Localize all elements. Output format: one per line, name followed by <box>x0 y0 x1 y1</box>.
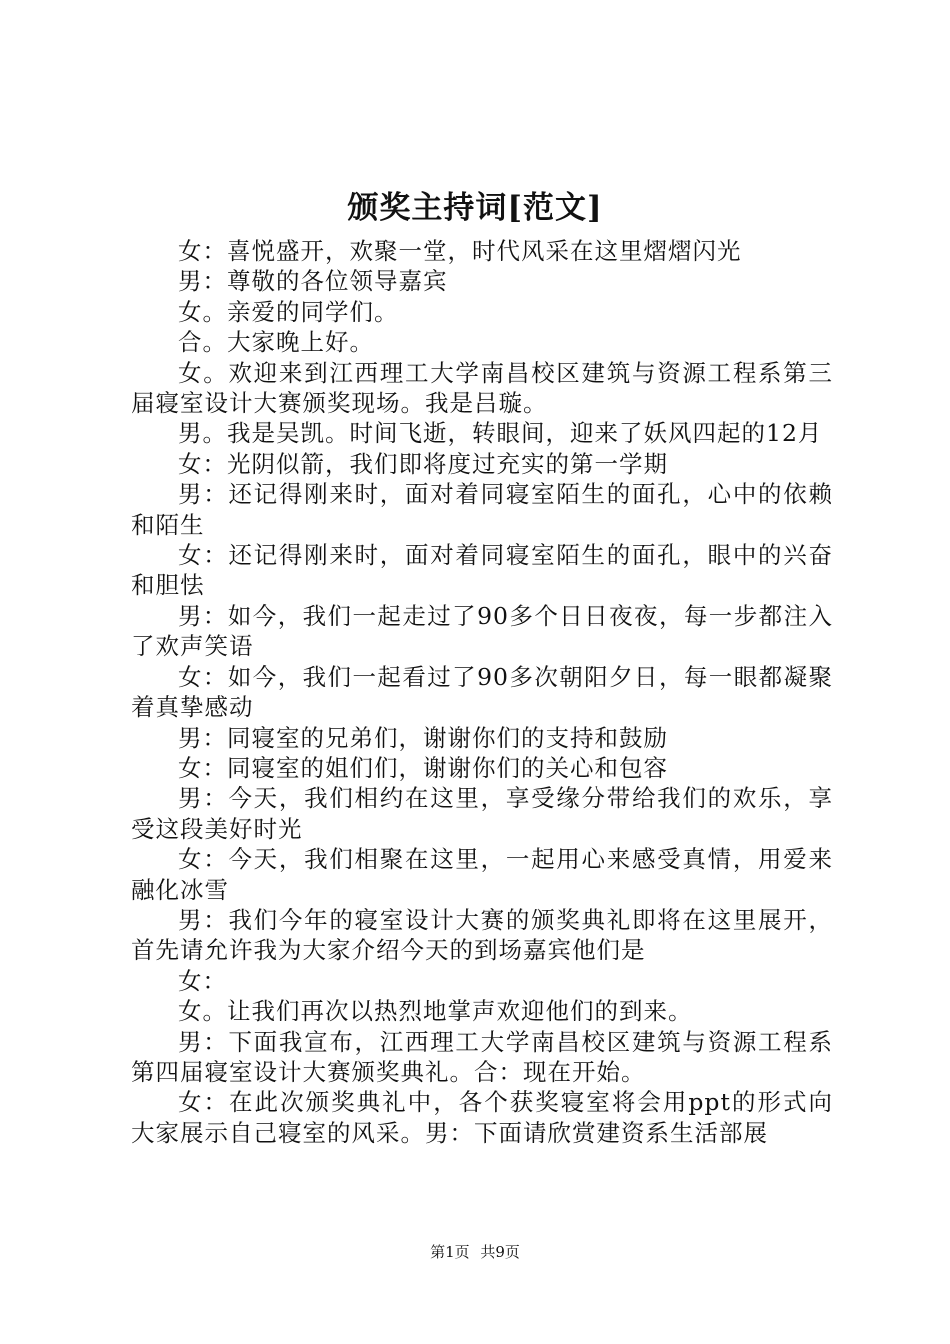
paragraph: 男：尊敬的各位领导嘉宾 <box>178 267 448 296</box>
paragraph: 女。亲爱的同学们。 <box>178 297 399 326</box>
paragraph: 女： <box>178 966 227 995</box>
paragraph: 女。让我们再次以热烈地掌声欢迎他们的到来。 <box>178 997 693 1026</box>
paragraph: 女：如今，我们一起看过了90多次朝阳夕日，每一眼都凝聚着真挚感动 <box>131 662 833 722</box>
document-body <box>131 236 833 1148</box>
paragraph: 男：我们今年的寝室设计大赛的颁奖典礼即将在这里展开，首先请允许我为大家介绍今天的到场嘉宾他们是 <box>131 905 833 965</box>
paragraph: 男：如今，我们一起走过了90多个日日夜夜，每一步都注入了欢声笑语 <box>131 601 833 661</box>
paragraph: 男。我是吴凯。时间飞逝，转眼间，迎来了妖风四起的12月 <box>178 419 823 448</box>
paragraph: 合。大家晚上好。 <box>178 328 374 357</box>
paragraph: 女：今天，我们相聚在这里，一起用心来感受真情，用爱来融化冰雪 <box>131 845 833 904</box>
paragraph: 女。欢迎来到江西理工大学南昌校区建筑与资源工程系第三届寝室设计大赛颁奖现场。我是吕璇。 <box>131 358 833 418</box>
paragraph: 男：还记得刚来时，面对着同寝室陌生的面孔，心中的依赖和陌生 <box>131 480 833 539</box>
paragraph: 男：下面我宣布，江西理工大学南昌校区建筑与资源工程系第四届寝室设计大赛颁奖典礼。合：现在开始。 <box>131 1027 833 1086</box>
paragraph: 女：还记得刚来时，面对着同寝室陌生的面孔，眼中的兴奋和胆怯 <box>131 541 833 600</box>
paragraph: 女：光阴似箭，我们即将度过充实的第一学期 <box>178 449 668 478</box>
page-footer <box>0 1242 950 1262</box>
paragraph: 男：同寝室的兄弟们，谢谢你们的支持和鼓励 <box>178 723 668 752</box>
page-number: 第1页 <box>430 1243 470 1261</box>
paragraph: 女：喜悦盛开，欢聚一堂，时代风采在这里熠熠闪光 <box>178 237 742 265</box>
paragraph: 男：今天，我们相约在这里，享受缘分带给我们的欢乐，享受这段美好时光 <box>131 784 833 843</box>
page-total: 共9页 <box>480 1243 520 1261</box>
paragraph: 女：在此次颁奖典礼中，各个获奖寝室将会用ppt的形式向大家展示自己寝室的风采。男：下面请欣赏建资系生活部展 <box>131 1088 833 1147</box>
document-title: 颁奖主持词[范文] <box>347 190 603 226</box>
paragraph: 女：同寝室的姐们们，谢谢你们的关心和包容 <box>178 753 668 782</box>
